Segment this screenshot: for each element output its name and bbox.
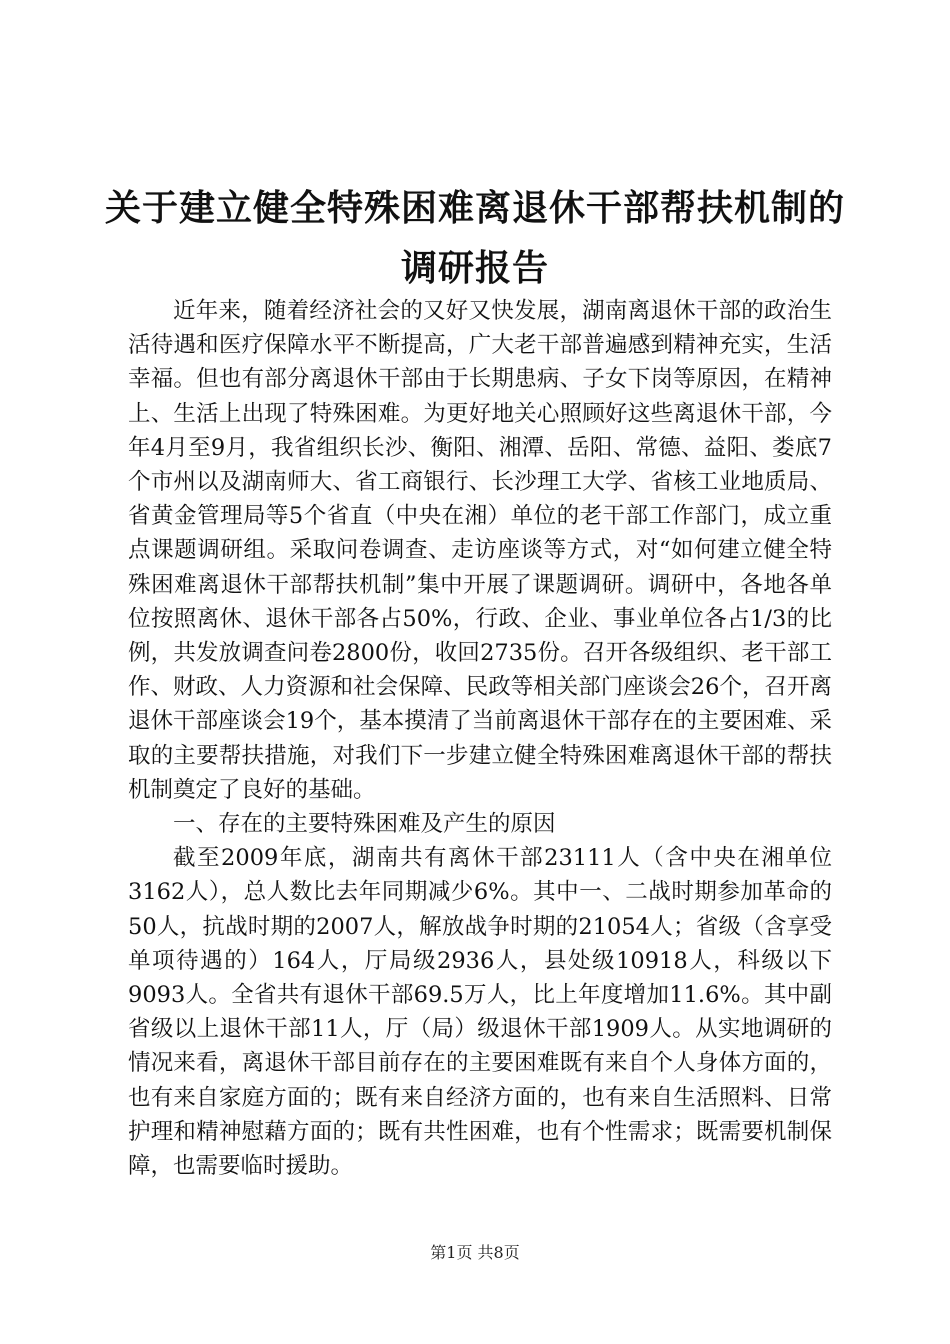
intro-paragraph: 近年来，随着经济社会的又好又快发展，湖南离退休干部的政治生活待遇和医疗保障水平不断提高，广大老干部普遍感到精神充实，生活幸福。但也有部分离退休干部由于长期患病、子女下岗等原因，在精神上、生活上出现了特殊困难。为更好地关心照顾好这些离退休干部，今年4月至9月，我省组织长沙、衡阳、湘潭、岳阳、常德、益阳、娄底7个市州以及湖南师大、省工商银行、长沙理工大学、省核工业地质局、省黄金管理局等5个省直（中央在湘）单位的老干部工作部门，成立重点课题调研组。采取问卷调查、走访座谈等方式，对“如何建立健全特殊困难离退休干部帮扶机制”集中开展了课题调研。调研中，各地各单位按照离休、退休干部各占50%，行政、企业、事业单位各占1/3的比例，共发放调查问卷2800份，收回2735份。召开各级组织、老干部工作、财政、人力资源和社会保障、民政等相关部门座谈会26个，召开离退休干部座谈会19个，基本摸清了当前离退休干部存在的主要困难、采取的主要帮扶措施，对我们下一步建立健全特殊困难离退休干部的帮扶机制奠定了良好的基础。 (128, 298, 832, 803)
section-heading: 一、存在的主要特殊困难及产生的原因 (173, 811, 556, 838)
document-body (128, 294, 832, 1183)
statistics-paragraph: 截至2009年底，湖南共有离休干部23111人（含中央在湘单位3162人），总人数比去年同期减少6%。其中一、二战时期参加革命的50人，抗战时期的2007人，解放战争时期的21054人；省级（含享受单项待遇的）164人，厅局级2936人，县处级10918人，科级以下9093人。全省共有退休干部69.5万人，比上年度增加11.6%。其中副省级以上退休干部11人，厅（局）级退休干部1909人。从实地调研的情况来看，离退休干部目前存在的主要困难既有来自个人身体方面的，也有来自家庭方面的；既有来自经济方面的，也有来自生活照料、日常护理和精神慰藉方面的；既有共性困难，也有个性需求；既需要机制保障，也需要临时援助。 (128, 845, 832, 1180)
document-title-line-2: 调研报告 (400, 247, 549, 289)
document-title-line-1: 关于建立健全特殊困难离退休干部帮扶机制的 (104, 187, 845, 229)
page-number: 第1页 共8页 (430, 1243, 520, 1262)
